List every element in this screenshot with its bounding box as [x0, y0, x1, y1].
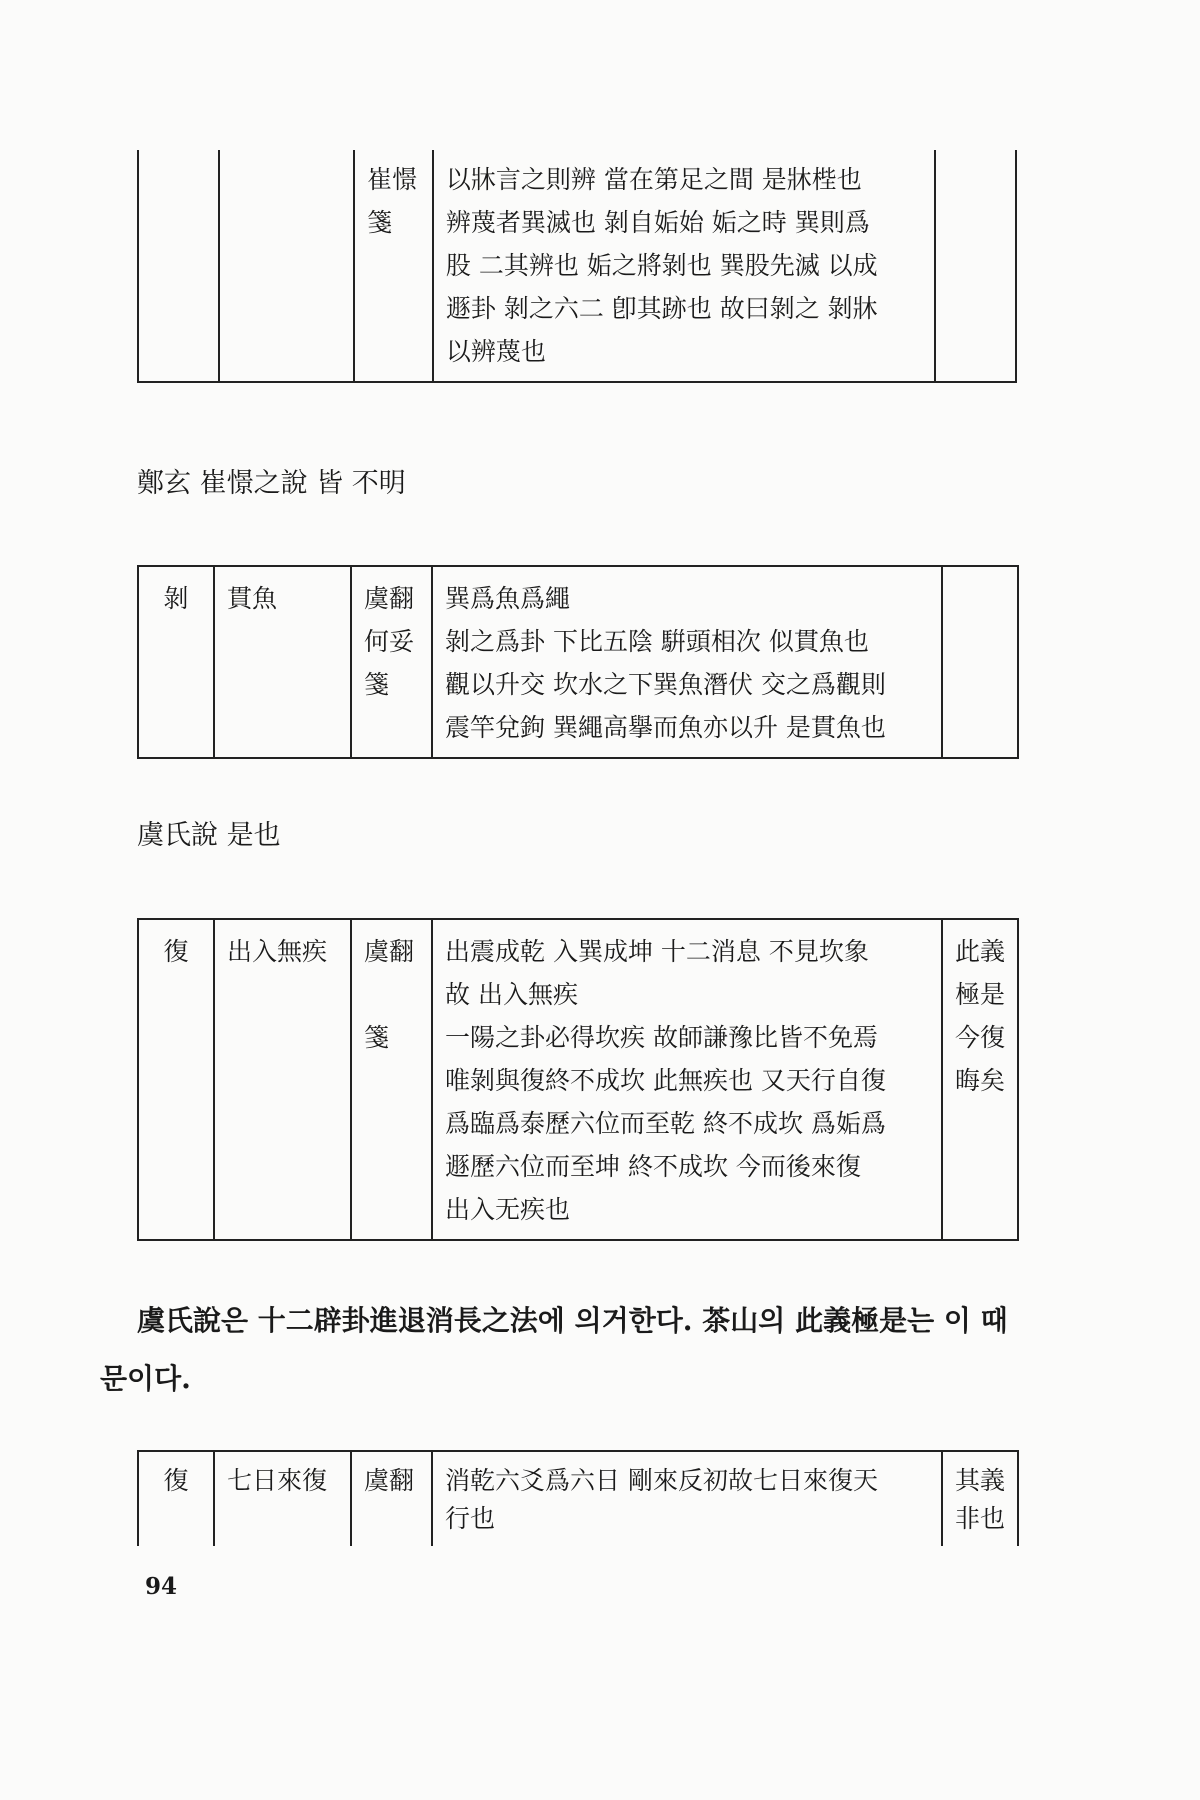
phrase-cell	[214, 919, 351, 1240]
cell-line: 箋	[367, 208, 393, 237]
cell-line: 唯剝與復終不成坎 此無疾也 又天行自復	[445, 1066, 886, 1095]
table-row	[138, 1451, 1018, 1546]
remark-paragraph-1: 鄭玄 崔憬之說 皆 不明	[137, 468, 406, 499]
commentary-table-1	[137, 150, 1017, 383]
cell-line: 箋	[364, 1023, 390, 1052]
commentary-table-3	[137, 918, 1019, 1241]
cell-line: 遯歷六位而至坤 終不成坎 今而後來復	[445, 1152, 861, 1181]
cell-line: 巽爲魚爲繩	[445, 584, 571, 613]
commentary-table-4	[137, 1450, 1019, 1546]
table-row	[138, 919, 1018, 1240]
cell-line: 遯卦 剝之六二 卽其跡也 故曰剝之 剝牀	[445, 294, 878, 323]
page-number: 94	[145, 1573, 178, 1600]
cell-line: 一陽之卦必得坎疾 故師謙豫比皆不免焉	[445, 1023, 878, 1052]
cell-line: 虞翻	[364, 1466, 415, 1495]
blank-line	[364, 973, 423, 1016]
hexagram-cell	[138, 566, 214, 758]
cell-line: 以辨蔑也	[445, 337, 546, 366]
cell-line: 故 出入無疾	[445, 980, 578, 1009]
cell-line: 行也	[445, 1504, 496, 1533]
judgement-cell	[942, 919, 1018, 1240]
cell-line: 崔憬	[367, 165, 418, 194]
commentary-cell	[432, 1451, 942, 1546]
hexagram-cell	[138, 150, 219, 382]
cell-line: 七日來復	[227, 1466, 328, 1495]
remark-paragraph-3: 虞氏說은 十二辟卦進退消長之法에 의거한다. 茶山의 此義極是는 이 때문이다.	[100, 1304, 1008, 1395]
commentary-cell	[433, 150, 935, 382]
commentator-cell	[351, 566, 432, 758]
cell-line: 復	[163, 937, 189, 966]
table-row	[138, 150, 1016, 382]
cell-line: 何妥	[364, 627, 415, 656]
cell-line: 出入無疾	[227, 937, 328, 966]
cell-line: 震竿兌鉤 巽繩高擧而魚亦以升 是貫魚也	[445, 713, 886, 742]
cell-line: 消乾六爻爲六日 剛來反初故七日來復天	[445, 1466, 878, 1495]
commentary-table-2	[137, 565, 1019, 759]
judgement-cell	[935, 150, 1016, 382]
remark-paragraph-2: 虞氏說 是也	[137, 820, 281, 851]
judgement-cell	[942, 566, 1018, 758]
commentary-cell	[432, 566, 942, 758]
cell-line: 股 二其辨也 姤之將剝也 巽股先滅 以成	[445, 251, 878, 280]
cell-line: 剝之爲卦 下比五陰 騈頭相次 似貫魚也	[445, 627, 869, 656]
cell-line: 爲臨爲泰歷六位而至乾 終不成坎 爲姤爲	[445, 1109, 886, 1138]
commentator-cell	[354, 150, 433, 382]
cell-line: 虞翻	[364, 584, 415, 613]
cell-line: 此義	[954, 937, 1005, 966]
judgement-cell	[942, 1451, 1018, 1546]
cell-line: 極是	[954, 980, 1005, 1009]
cell-line: 貫魚	[227, 584, 278, 613]
commentator-cell	[351, 919, 432, 1240]
hexagram-cell	[138, 1451, 214, 1546]
table-row	[138, 566, 1018, 758]
cell-line: 今復	[954, 1023, 1005, 1052]
phrase-cell	[219, 150, 354, 382]
cell-line: 以牀言之則辨 當在第足之間 是牀梐也	[445, 165, 862, 194]
cell-line: 其義	[954, 1466, 1005, 1495]
cell-line: 非也	[954, 1504, 1005, 1533]
cell-line: 虞翻	[364, 937, 415, 966]
cell-line: 箋	[364, 670, 390, 699]
commentary-cell	[432, 919, 942, 1240]
phrase-cell	[214, 1451, 351, 1546]
cell-line: 觀以升交 坎水之下巽魚潛伏 交之爲觀則	[445, 670, 886, 699]
phrase-cell	[214, 566, 351, 758]
cell-line: 出震成乾 入巽成坤 十二消息 不見坎象	[445, 937, 869, 966]
commentator-cell	[351, 1451, 432, 1546]
cell-line: 出入无疾也	[445, 1195, 571, 1224]
cell-line: 辨蔑者巽滅也 剝自姤始 姤之時 巽則爲	[445, 208, 870, 237]
cell-line: 復	[163, 1466, 189, 1495]
cell-line: 剝	[163, 584, 189, 613]
hexagram-cell	[138, 919, 214, 1240]
cell-line: 晦矣	[954, 1066, 1005, 1095]
